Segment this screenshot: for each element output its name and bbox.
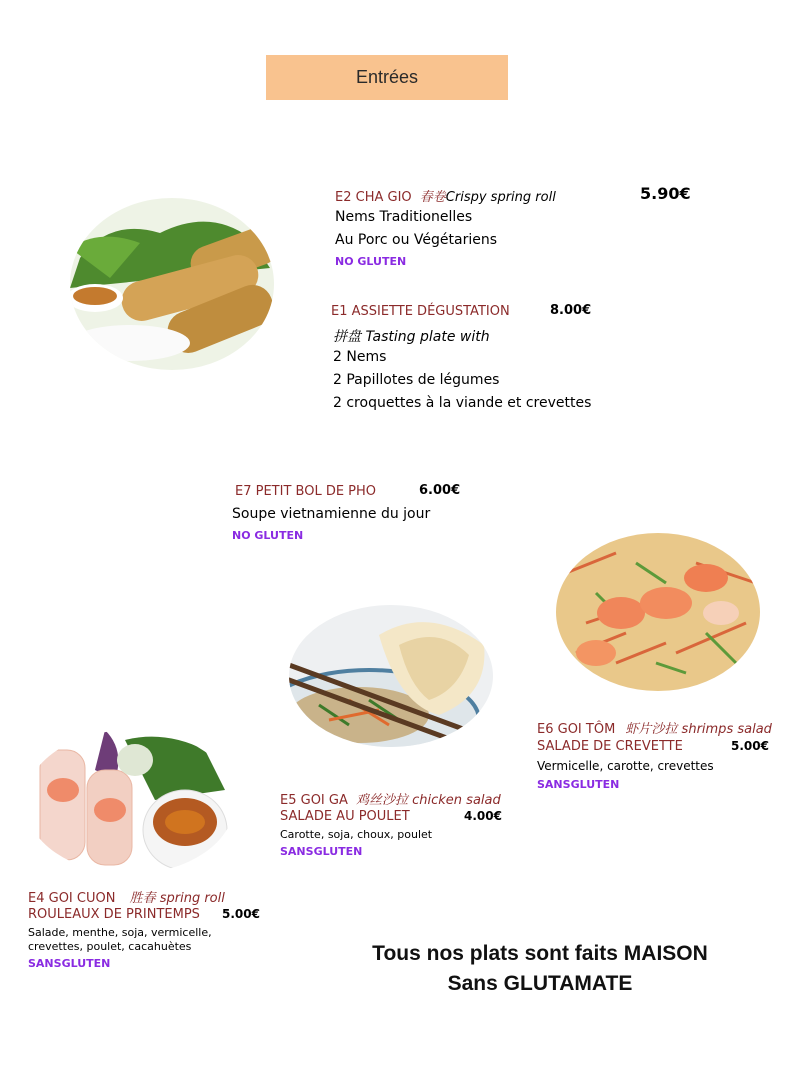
item-e4-code: E4 GOI CUON — [28, 891, 116, 906]
item-e2-price: 5.90€ — [640, 184, 691, 203]
item-e7-tag: NO GLUTEN — [232, 529, 304, 542]
item-e2-tag: NO GLUTEN — [335, 255, 407, 268]
item-e6-cn-en: 虾片沙拉 shrimps salad — [625, 722, 772, 737]
item-e2-en: Crispy spring roll — [445, 190, 556, 205]
item-e1-desc-1: 2 Nems — [333, 349, 387, 365]
item-e2-desc-2: Au Porc ou Végétariens — [335, 232, 497, 248]
item-e2-cn: 春卷 — [419, 190, 446, 205]
item-e5-desc: Carotte, soja, choux, poulet — [280, 828, 433, 841]
footer-line-2: Sans GLUTAMATE — [447, 972, 633, 995]
item-e2-title — [335, 186, 556, 205]
shrimp-salad-photo — [556, 533, 760, 691]
item-e5-code: E5 GOI GA — [280, 793, 348, 808]
item-e7-code: E7 PETIT BOL DE PHO — [235, 484, 377, 499]
item-e4-title — [28, 887, 225, 906]
item-e5-price: 4.00€ — [464, 809, 502, 823]
item-e4-cn-en: 胜春 spring roll — [129, 891, 225, 906]
footer-line-1: Tous nos plats sont faits MAISON — [372, 942, 708, 965]
item-e5-cn-en: 鸡丝沙拉 chicken salad — [356, 793, 501, 808]
section-title: Entrées — [355, 67, 419, 87]
item-e6-price: 5.00€ — [731, 739, 769, 753]
item-e6-code: E6 GOI TÔM — [537, 722, 616, 737]
item-e5-name: SALADE AU POULET — [280, 809, 410, 824]
item-e6-desc: Vermicelle, carotte, crevettes — [537, 759, 714, 773]
item-e5-title — [280, 789, 501, 808]
item-e1-desc-3: 2 croquettes à la viande et crevettes — [333, 395, 592, 411]
fresh-roll-photo — [25, 730, 235, 874]
item-e4-desc-1: Salade, menthe, soja, vermicelle, — [28, 926, 212, 939]
item-e1-code: E1 ASSIETTE DÉGUSTATION — [331, 304, 510, 319]
item-e1-price: 8.00€ — [550, 303, 592, 318]
item-e4-name: ROULEAUX DE PRINTEMPS — [28, 907, 200, 922]
item-e1-subtitle: 拼盘 Tasting plate with — [333, 329, 490, 345]
spring-roll-photo — [70, 198, 274, 370]
item-e1-desc-2: 2 Papillotes de légumes — [333, 372, 500, 388]
item-e5-tag: SANSGLUTEN — [280, 845, 363, 858]
item-e4-desc-2: crevettes, poulet, cacahuètes — [28, 940, 192, 953]
item-e6-tag: SANSGLUTEN — [537, 778, 620, 791]
item-e6-name: SALADE DE CREVETTE — [537, 739, 683, 754]
section-header — [266, 55, 508, 100]
chicken-salad-photo — [289, 605, 493, 747]
item-e2-desc-1: Nems Traditionelles — [335, 209, 473, 225]
item-e4-price: 5.00€ — [222, 907, 260, 921]
item-e6-title — [537, 718, 772, 737]
item-e7-desc: Soupe vietnamienne du jour — [232, 506, 431, 522]
item-e7-price: 6.00€ — [419, 483, 461, 498]
item-e2-code: E2 CHA GIO — [335, 190, 412, 205]
item-e4-tag: SANSGLUTEN — [28, 957, 111, 970]
